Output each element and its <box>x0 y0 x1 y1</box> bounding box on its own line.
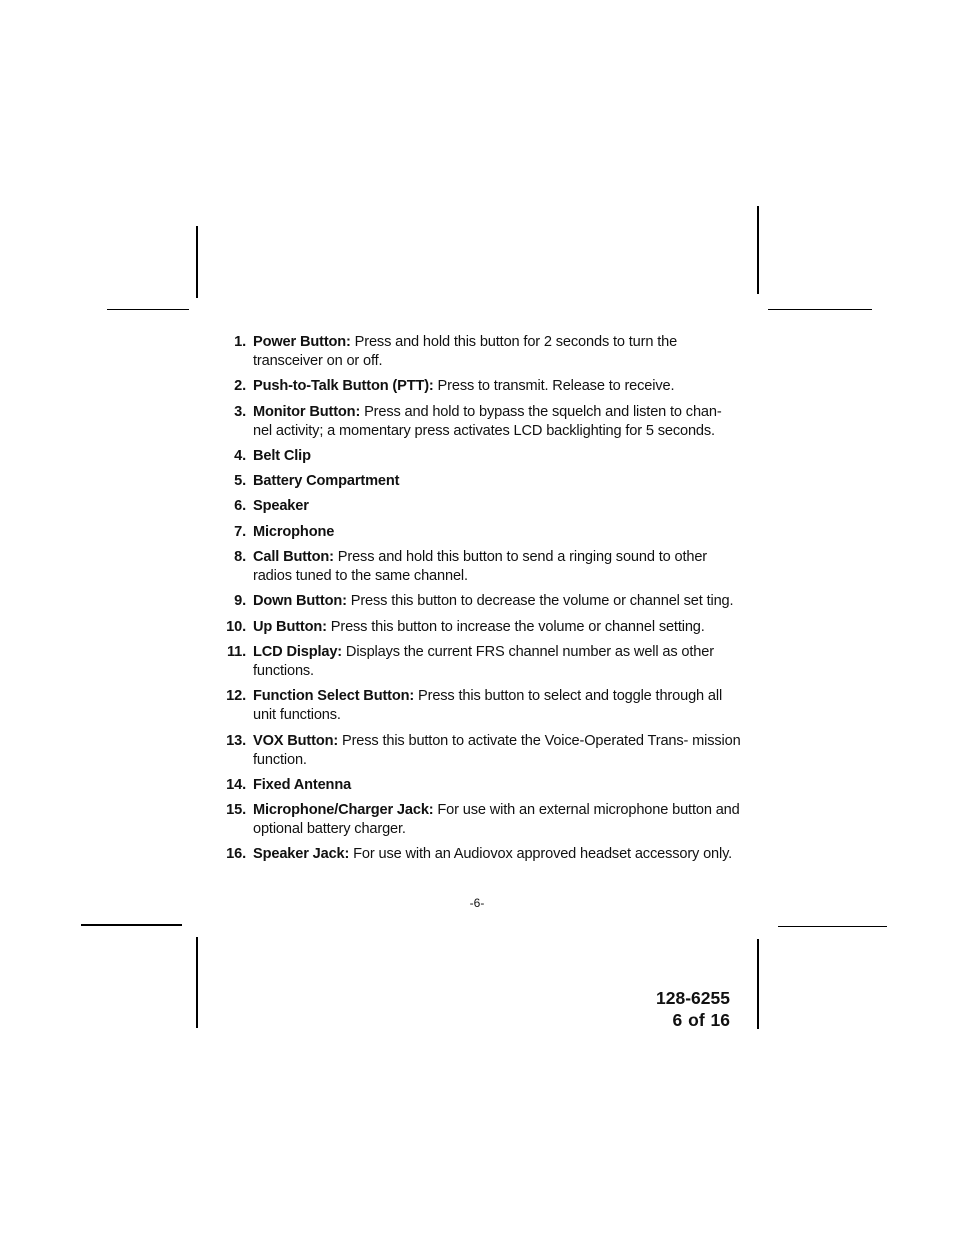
list-item <box>222 687 742 725</box>
item-description: Press this button to decrease the volume or channel set ting. <box>346 593 734 610</box>
item-number: 9. <box>234 593 246 610</box>
list-item <box>222 548 742 586</box>
item-term: Battery Compartment <box>253 473 400 490</box>
list-item <box>222 845 742 864</box>
item-number: 14. <box>226 776 246 793</box>
item-description: Press and hold this button to send a ringing sound to other radios tuned to the same channel. <box>253 549 708 585</box>
item-term: Call Button: <box>253 549 334 566</box>
crop-mark-top-left-horizontal <box>107 309 189 310</box>
item-description: Press this button to activate the Voice-Operated Trans- mission function. <box>253 732 741 768</box>
list-item <box>222 592 742 611</box>
item-term: Down Button: <box>253 593 347 610</box>
item-description: Displays the current FRS channel number as well as other functions. <box>253 643 714 679</box>
crop-mark-top-right-vertical <box>757 206 759 294</box>
list-item <box>222 472 742 491</box>
list-item <box>222 732 742 770</box>
item-description: Press and hold this button for 2 seconds to turn the transceiver on or off. <box>253 334 678 369</box>
item-number: 11. <box>226 643 246 660</box>
item-number: 13. <box>226 732 246 749</box>
page-folio: -6- <box>469 896 485 910</box>
item-term: Up Button: <box>253 618 327 635</box>
item-number: 3. <box>234 403 246 420</box>
crop-mark-bottom-left-vertical <box>196 937 198 1028</box>
list-item <box>222 403 742 441</box>
item-number: 15. <box>226 802 246 819</box>
controls-list <box>222 333 742 871</box>
item-description: Press this button to increase the volume or channel setting. <box>326 618 705 635</box>
item-term: Fixed Antenna <box>253 776 352 793</box>
item-term: Belt Clip <box>253 447 311 464</box>
item-description: For use with an Audiovox approved headset accessory only. <box>349 846 733 863</box>
item-term: Microphone <box>253 523 335 540</box>
crop-mark-bottom-right-vertical <box>757 939 759 1029</box>
item-term: Function Select Button: <box>253 688 415 705</box>
item-term: Push-to-Talk Button (PTT): <box>253 378 434 395</box>
item-number: 1. <box>234 334 246 350</box>
item-term: Power Button: <box>253 334 351 350</box>
document-number: 128-6255 <box>656 988 730 1008</box>
list-item <box>222 801 742 839</box>
item-number: 2. <box>234 378 246 395</box>
item-number: 8. <box>234 549 246 566</box>
item-term: Monitor Button: <box>253 403 361 420</box>
item-term: LCD Display: <box>253 643 343 660</box>
item-term: Microphone/Charger Jack: <box>253 802 434 819</box>
list-item <box>222 333 742 371</box>
crop-mark-top-left-vertical <box>196 226 198 298</box>
item-number: 16. <box>226 846 246 863</box>
item-description: Press to transmit. Release to receive. <box>433 378 675 395</box>
item-number: 6. <box>234 498 246 515</box>
item-description: Press this button to select and toggle through all unit functions. <box>253 688 723 724</box>
crop-mark-bottom-right-horizontal <box>778 926 887 927</box>
item-term: Speaker <box>253 498 309 515</box>
crop-mark-top-right-horizontal <box>768 309 872 310</box>
list-item <box>222 643 742 681</box>
list-item <box>222 523 742 542</box>
list-item <box>222 497 742 516</box>
item-term: VOX Button: <box>253 732 339 749</box>
list-item <box>222 377 742 396</box>
crop-mark-bottom-left-horizontal <box>81 924 182 926</box>
list-item <box>222 618 742 637</box>
item-number: 7. <box>234 523 246 540</box>
list-item <box>222 447 742 466</box>
list-item <box>222 776 742 795</box>
item-number: 5. <box>234 473 246 490</box>
page-count: 6 of 16 <box>672 1010 730 1030</box>
item-number: 12. <box>226 688 246 705</box>
item-number: 10. <box>226 618 246 635</box>
item-description: Press and hold to bypass the squelch and listen to chan- nel activity; a momentary press activates LCD backlighting for 5 seconds. <box>253 403 722 439</box>
item-term: Speaker Jack: <box>253 846 350 863</box>
item-number: 4. <box>234 447 246 464</box>
item-description: For use with an external microphone button and optional battery charger. <box>253 802 740 838</box>
